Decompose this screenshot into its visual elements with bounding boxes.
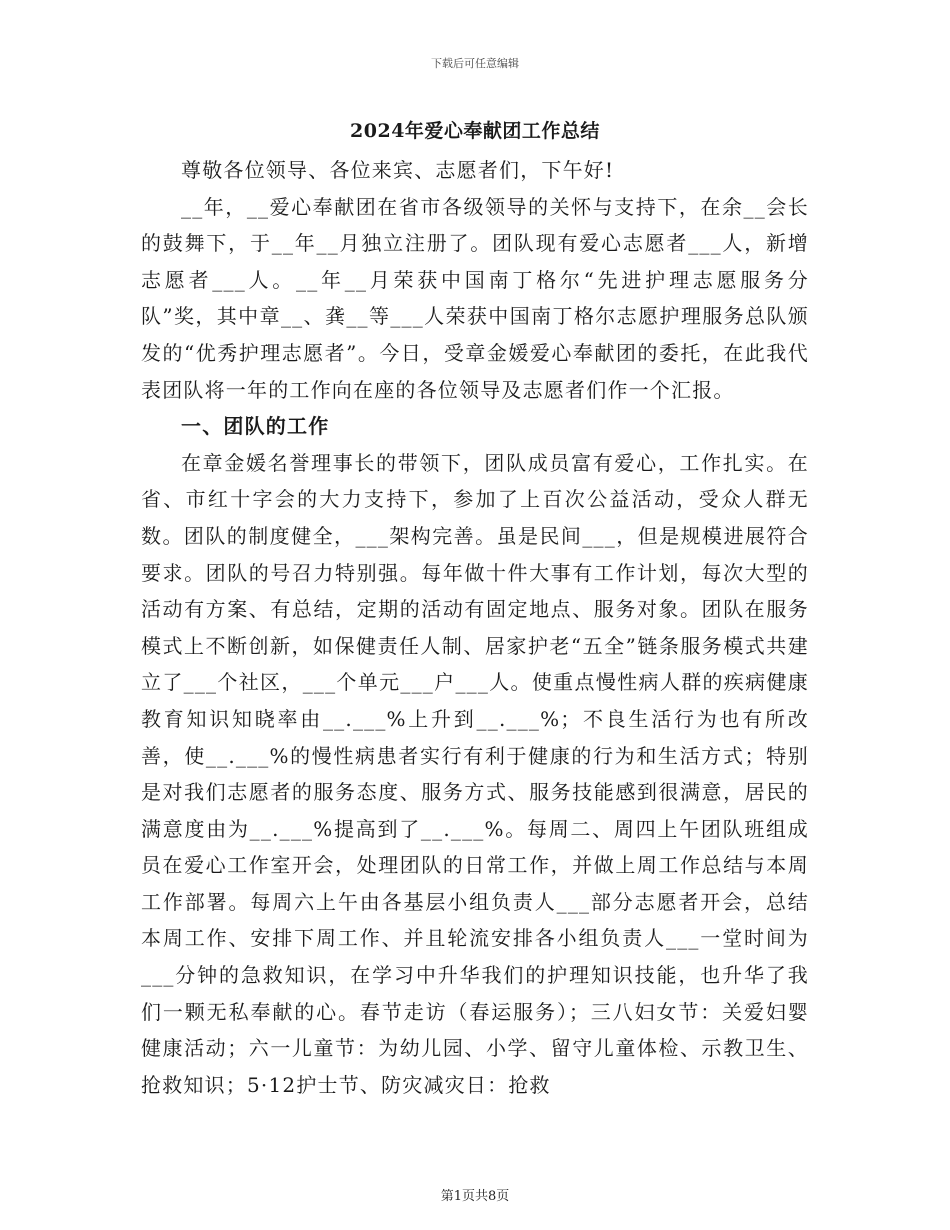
document-body bbox=[141, 152, 809, 1103]
greeting-paragraph: 尊敬各位领导、各位来宾、志愿者们，下午好! bbox=[181, 158, 615, 182]
document-title: 2024年爱心奉献团工作总结 bbox=[350, 120, 600, 142]
intro-paragraph: __年，__爱心奉献团在省市各级领导的关怀与支持下，在余__会长的鼓舞下，于__年__月独立注册了。团队现有爱心志愿者___人，新增志愿者___人。__年__月荣获中国南丁格尔“先进护理志愿服务分队”奖，其中章__、龚__等___人荣获中国南丁格尔志愿护理服务总队颁发的“优秀护理志愿者”。今日，受章金媛爱心奉献团的委托，在此我代表团队将一年的工作向在座的各位领导及志愿者们作一个汇报。 bbox=[141, 194, 809, 402]
page-footer-page-number: 第1页共8页 bbox=[440, 1189, 510, 1204]
page-header-note: 下载后可任意编辑 bbox=[431, 57, 519, 70]
section-team-work-paragraph: 在章金媛名誉理事长的带领下，团队成员富有爱心，工作扎实。在省、市红十字会的大力支持下，参加了上百次公益活动，受众人群无数。团队的制度健全，___架构完善。虽是民间___，但是规模进展符合要求。团队的号召力特别强。每年做十件大事有工作计划，每次大型的活动有方案、有总结，定期的活动有固定地点、服务对象。团队在服务模式上不断创新，如保健责任人制、居家护老“五全”链条服务模式共建立了___个社区，___个单元___户___人。使重点慢性病人群的疾病健康教育知识知晓率由__.___%上升到__.___%；不良生活行为也有所改善，使__.___%的慢性病患者实行有利于健康的行为和生活方式；特别是对我们志愿者的服务态度、服务方式、服务技能感到很满意，居民的满意度由为__.___%提高到了__.___%。每周二、周四上午团队班组成员在爱心工作室开会，处理团队的日常工作，并做上周工作总结与本周工作部署。每周六上午由各基层小组负责人___部分志愿者开会，总结本周工作、安排下周工作、并且轮流安排各小组负责人___一堂时间为___分钟的急救知识，在学习中升华我们的护理知识技能，也升华了我们一颗无私奉献的心。春节走访（春运服务）；三八妇女节：关爱妇婴健康活动；六一儿童节：为幼儿园、小学、留守儿童体检、示教卫生、抢救知识；5·12护士节、防灾减灾日：抢救 bbox=[141, 450, 809, 1097]
section-heading-team-work: 一、团队的工作 bbox=[181, 414, 330, 439]
